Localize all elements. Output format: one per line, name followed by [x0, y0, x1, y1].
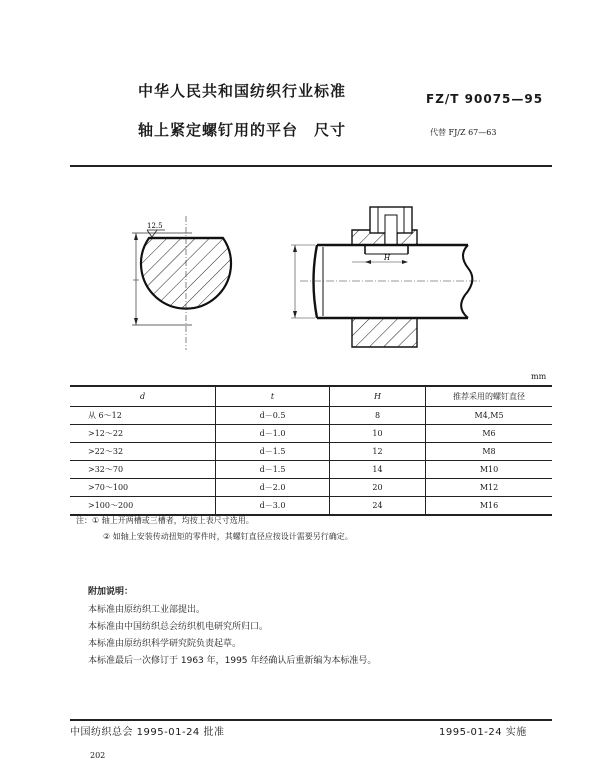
- table-row: [70, 425, 552, 443]
- additional-line: 本标准由原纺织工业部提出。: [88, 605, 206, 615]
- roughness-value: 12.5: [147, 222, 163, 230]
- cell-screw: M12: [426, 479, 553, 497]
- cell-t: d－0.5: [216, 407, 330, 425]
- cell-d: >70～100: [70, 479, 216, 497]
- additional-line: 本标准由中国纺织总会纺织机电研究所归口。: [88, 622, 269, 632]
- table-row: [70, 461, 552, 479]
- standard-title: 中华人民共和国纺织行业标准: [138, 82, 347, 100]
- additional-lines: [88, 602, 376, 670]
- dim-h-label: H: [384, 254, 391, 262]
- spec-table: [70, 385, 552, 516]
- cell-h: 14: [330, 461, 426, 479]
- note-2: ② 如轴上安装传动扭矩的零件时，其螺钉直径应按设计需要另行确定。: [103, 532, 353, 541]
- table-notes: [76, 513, 353, 545]
- cell-screw: M16: [426, 497, 553, 516]
- cell-h: 8: [330, 407, 426, 425]
- approval-date: 中国纺织总会 1995-01-24 批准: [70, 727, 225, 738]
- cell-screw: M10: [426, 461, 553, 479]
- cell-t: d－1.5: [216, 461, 330, 479]
- table-unit: mm: [531, 372, 547, 381]
- header-d: d: [70, 386, 216, 407]
- document-title: 轴上紧定螺钉用的平台 尺寸: [138, 121, 347, 139]
- table-row: [70, 407, 552, 425]
- cell-screw: M8: [426, 443, 553, 461]
- table-row: [70, 479, 552, 497]
- replaces-note: 代替 FJ/Z 67—63: [430, 128, 497, 137]
- header-h: H: [330, 386, 426, 407]
- cell-h: 12: [330, 443, 426, 461]
- shaft-cross-section: [132, 216, 231, 350]
- cell-d: >32～70: [70, 461, 216, 479]
- cell-d: >12～22: [70, 425, 216, 443]
- cell-h: 10: [330, 425, 426, 443]
- additional-line: 本标准由原纺织科学研究院负责起草。: [88, 639, 242, 649]
- cell-h: 24: [330, 497, 426, 516]
- note-1: 注：① 轴上开两槽或三槽者，均按上表尺寸选用。: [76, 516, 254, 525]
- header-screw-diameter: 推荐采用的螺钉直径: [426, 386, 553, 407]
- cell-d: >100～200: [70, 497, 216, 516]
- standard-number: FZ/T 90075—95: [426, 92, 544, 106]
- table-header-row: [70, 386, 552, 407]
- shaft-side-view: [291, 207, 480, 347]
- table-row: [70, 443, 552, 461]
- header-t: t: [216, 386, 330, 407]
- cell-t: d－1.5: [216, 443, 330, 461]
- cell-t: d－2.0: [216, 479, 330, 497]
- page-number: 202: [90, 751, 106, 760]
- additional-line: 本标准最后一次修订于 1963 年，1995 年经确认后重新编为本标准号。: [88, 656, 377, 666]
- surface-roughness-symbol: [147, 222, 165, 237]
- cell-screw: M6: [426, 425, 553, 443]
- cell-d: 从 6～12: [70, 407, 216, 425]
- additional-title: 附加说明：: [88, 587, 134, 597]
- cell-t: d－3.0: [216, 497, 330, 516]
- cell-screw: M4,M5: [426, 407, 553, 425]
- header-rule: [70, 165, 552, 167]
- cell-h: 20: [330, 479, 426, 497]
- footer-rule: [70, 719, 552, 721]
- implementation-date: 1995-01-24 实施: [439, 727, 527, 738]
- cell-t: d－1.0: [216, 425, 330, 443]
- cell-d: >22～32: [70, 443, 216, 461]
- technical-drawing: [120, 200, 490, 360]
